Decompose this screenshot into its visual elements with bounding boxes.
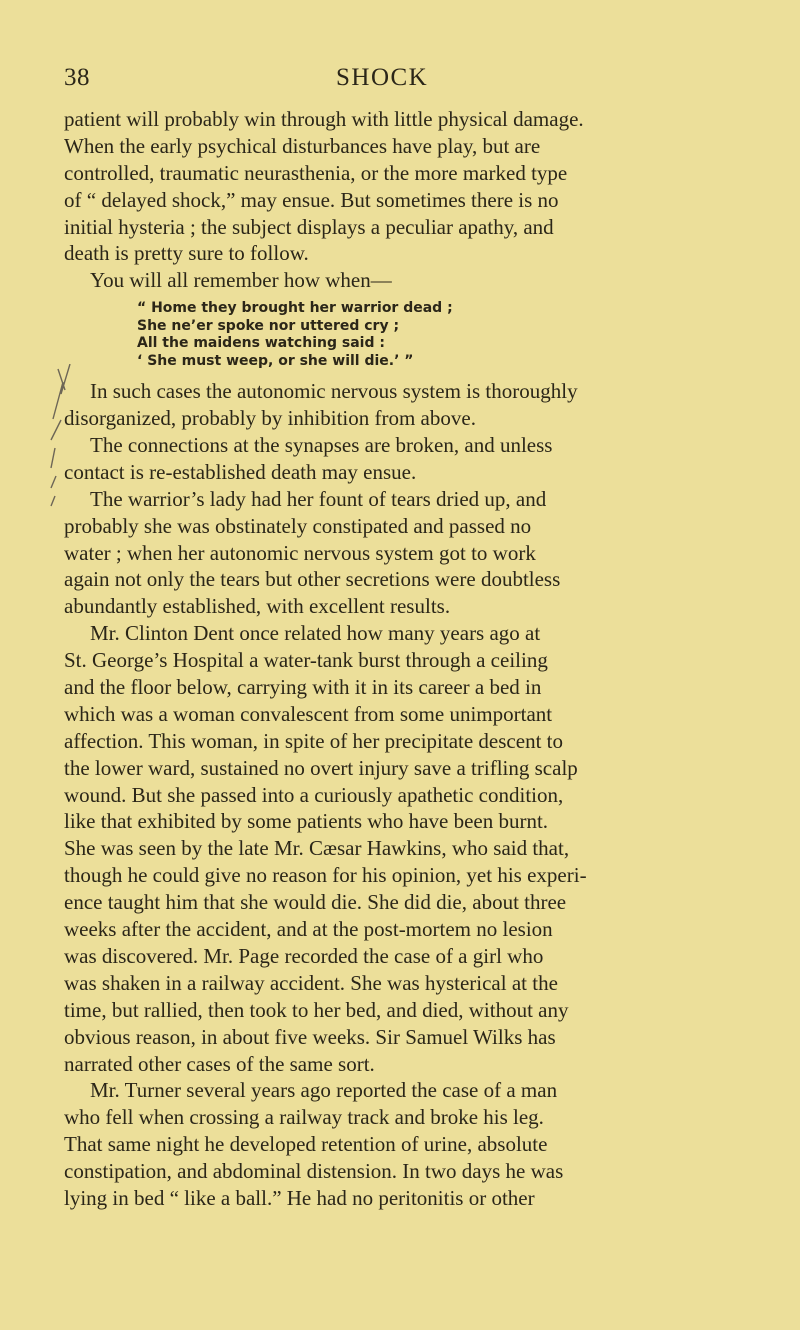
page-number: 38 <box>64 64 90 91</box>
text-line: probably she was obstinately constipated and passed no <box>64 513 532 538</box>
text-line: patient will probably win through with little physical damage. <box>64 107 584 131</box>
text-line: death is pretty sure to follow. <box>64 241 309 266</box>
text-line: initial hysteria ; the subject displays a peculiar apathy, and <box>64 214 554 239</box>
text-line: water ; when her autonomic nervous system got to work <box>64 540 536 565</box>
text-line: and the floor below, carrying with it in its career a bed in <box>64 675 542 700</box>
text-line: affection. This woman, in spite of her precipitate descent to <box>64 728 563 753</box>
text-line: which was a woman convalescent from some unimportant <box>64 701 553 726</box>
text-line: again not only the tears but other secretions were doubtless <box>64 567 561 592</box>
text-line: ence taught him that she would die. She did die, about three <box>64 890 567 915</box>
text-line: though he could give no reason for his opinion, yet his experi- <box>64 863 587 888</box>
verse-line: ‘ She must weep, or she will die.’ ” <box>137 352 414 369</box>
text-line: like that exhibited by some patients who have been burnt. <box>64 809 549 834</box>
text-line: St. George’s Hospital a water-tank burst through a ceiling <box>64 648 548 673</box>
text-line: That same night he developed retention of urine, absolute <box>64 1132 548 1157</box>
text-line: abundantly established, with excellent results. <box>64 594 451 619</box>
text-line: lying in bed “ like a ball.” He had no peritonitis or other <box>64 1185 535 1210</box>
text-line: of “ delayed shock,” may ensue. But sometimes there is no <box>64 187 559 212</box>
text-line: constipation, and abdominal distension. In two days he was <box>64 1159 564 1184</box>
verse-quotation <box>137 300 730 370</box>
text-line: was shaken in a railway accident. She was hysterical at the <box>64 970 558 995</box>
text-line: You will all remember how when— <box>90 268 392 293</box>
text-line: Mr. Turner several years ago reported the case of a man <box>90 1078 558 1103</box>
verse-line: All the maidens watching said : <box>137 335 385 352</box>
text-line: the lower ward, sustained no overt injury save a trifling scalp <box>64 755 578 780</box>
verse-line: She ne’er spoke nor uttered cry ; <box>137 317 400 334</box>
text-line: When the early psychical disturbances have play, but are <box>64 133 541 158</box>
text-line: The connections at the synapses are broken, and unless <box>90 433 553 458</box>
text-line: obvious reason, in about five weeks. Sir Samuel Wilks has <box>64 1024 556 1049</box>
text-line: weeks after the accident, and at the post-mortem no lesion <box>64 917 553 942</box>
verse-line: “ Home they brought her warrior dead ; <box>137 300 453 317</box>
running-head: SHOCK <box>336 64 429 91</box>
page-header <box>0 64 800 94</box>
text-line: who fell when crossing a railway track and broke his leg. <box>64 1105 544 1130</box>
text-line: wound. But she passed into a curiously apathetic condition, <box>64 782 564 807</box>
text-line: contact is re-established death may ensue. <box>64 459 417 484</box>
text-line: disorganized, probably by inhibition from above. <box>64 406 476 431</box>
text-line: The warrior’s lady had her fount of tears dried up, and <box>90 486 547 511</box>
text-line: was discovered. Mr. Page recorded the case of a girl who <box>64 943 544 968</box>
text-line: In such cases the autonomic nervous system is thoroughly <box>90 379 578 404</box>
text-line: time, but rallied, then took to her bed, and died, without any <box>64 997 569 1022</box>
text-line: narrated other cases of the same sort. <box>64 1051 375 1076</box>
body-text <box>64 106 730 1212</box>
text-line: controlled, traumatic neurasthenia, or the more marked type <box>64 160 568 185</box>
text-line: She was seen by the late Mr. Cæsar Hawkins, who said that, <box>64 836 570 861</box>
text-line: Mr. Clinton Dent once related how many years ago at <box>90 621 541 646</box>
